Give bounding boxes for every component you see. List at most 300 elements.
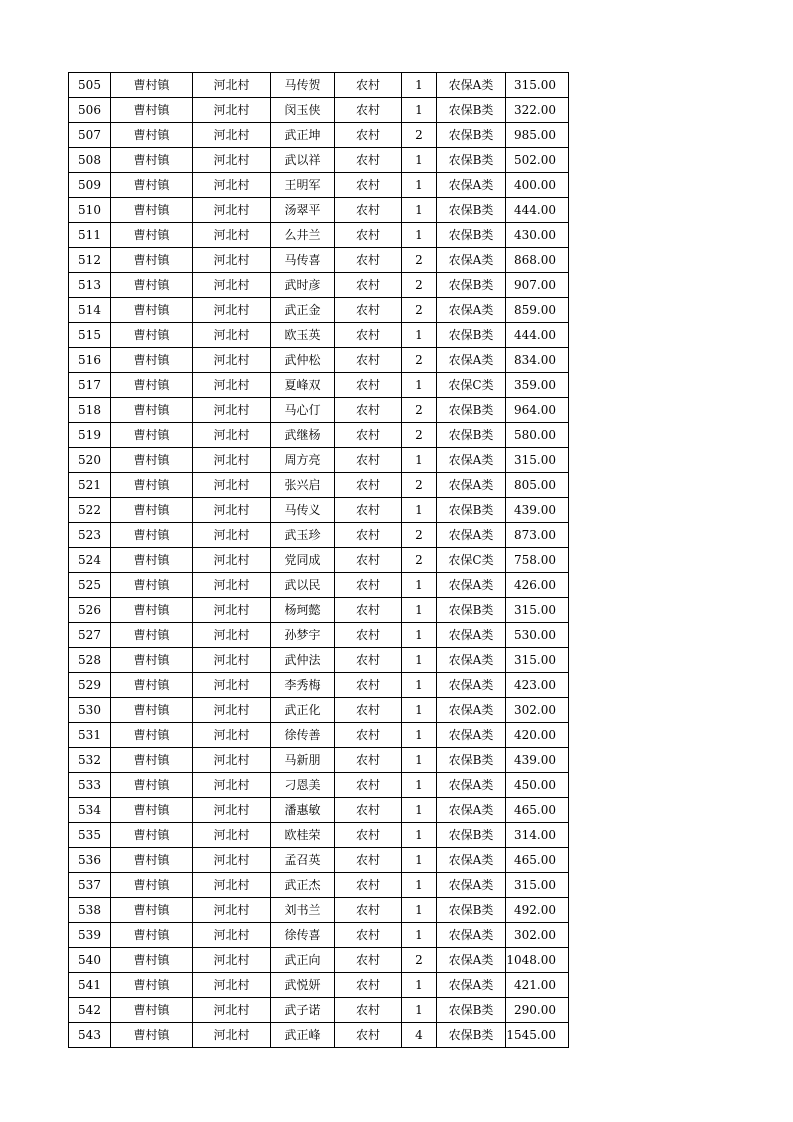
area-type-cell: 农村 [335, 573, 402, 598]
amount-cell: 859.00 [506, 298, 569, 323]
village-cell: 河北村 [193, 923, 271, 948]
village-cell: 河北村 [193, 423, 271, 448]
row-number-cell: 506 [69, 98, 111, 123]
town-cell: 曹村镇 [111, 698, 193, 723]
table-row [69, 823, 569, 848]
household-size-cell: 1 [402, 448, 437, 473]
town-cell: 曹村镇 [111, 348, 193, 373]
table-row [69, 298, 569, 323]
name-cell: 徐传喜 [271, 923, 335, 948]
household-size-cell: 4 [402, 1023, 437, 1048]
row-number-cell: 539 [69, 923, 111, 948]
town-cell: 曹村镇 [111, 248, 193, 273]
household-size-cell: 2 [402, 348, 437, 373]
insurance-category-cell: 农保B类 [437, 598, 506, 623]
insurance-category-cell: 农保B类 [437, 998, 506, 1023]
insurance-category-cell: 农保A类 [437, 848, 506, 873]
household-size-cell: 2 [402, 423, 437, 448]
amount-cell: 964.00 [506, 398, 569, 423]
name-cell: 杨珂懿 [271, 598, 335, 623]
name-cell: 汤翠平 [271, 198, 335, 223]
row-number-cell: 509 [69, 173, 111, 198]
insurance-category-cell: 农保A类 [437, 673, 506, 698]
name-cell: 马心仃 [271, 398, 335, 423]
row-number-cell: 538 [69, 898, 111, 923]
row-number-cell: 524 [69, 548, 111, 573]
name-cell: 夏峰双 [271, 373, 335, 398]
name-cell: 马传喜 [271, 248, 335, 273]
village-cell: 河北村 [193, 673, 271, 698]
table-row [69, 598, 569, 623]
amount-cell: 315.00 [506, 648, 569, 673]
table-row [69, 798, 569, 823]
household-size-cell: 1 [402, 148, 437, 173]
table-row [69, 548, 569, 573]
village-cell: 河北村 [193, 548, 271, 573]
village-cell: 河北村 [193, 623, 271, 648]
table-row [69, 248, 569, 273]
row-number-cell: 507 [69, 123, 111, 148]
table-row [69, 673, 569, 698]
row-number-cell: 519 [69, 423, 111, 448]
amount-cell: 1048.00 [506, 948, 569, 973]
name-cell: 武正化 [271, 698, 335, 723]
row-number-cell: 536 [69, 848, 111, 873]
area-type-cell: 农村 [335, 423, 402, 448]
town-cell: 曹村镇 [111, 873, 193, 898]
table-row [69, 448, 569, 473]
name-cell: 武子诺 [271, 998, 335, 1023]
amount-cell: 439.00 [506, 498, 569, 523]
town-cell: 曹村镇 [111, 623, 193, 648]
amount-cell: 444.00 [506, 198, 569, 223]
insurance-category-cell: 农保A类 [437, 73, 506, 98]
row-number-cell: 530 [69, 698, 111, 723]
area-type-cell: 农村 [335, 948, 402, 973]
amount-cell: 465.00 [506, 798, 569, 823]
amount-cell: 873.00 [506, 523, 569, 548]
row-number-cell: 505 [69, 73, 111, 98]
amount-cell: 450.00 [506, 773, 569, 798]
town-cell: 曹村镇 [111, 823, 193, 848]
insurance-category-cell: 农保C类 [437, 373, 506, 398]
area-type-cell: 农村 [335, 298, 402, 323]
household-size-cell: 2 [402, 248, 437, 273]
name-cell: 潘惠敏 [271, 798, 335, 823]
insurance-category-cell: 农保B类 [437, 398, 506, 423]
area-type-cell: 农村 [335, 823, 402, 848]
area-type-cell: 农村 [335, 148, 402, 173]
household-size-cell: 2 [402, 523, 437, 548]
amount-cell: 1545.00 [506, 1023, 569, 1048]
row-number-cell: 531 [69, 723, 111, 748]
row-number-cell: 510 [69, 198, 111, 223]
name-cell: 党同成 [271, 548, 335, 573]
table-row [69, 498, 569, 523]
row-number-cell: 534 [69, 798, 111, 823]
town-cell: 曹村镇 [111, 798, 193, 823]
name-cell: 武正金 [271, 298, 335, 323]
area-type-cell: 农村 [335, 698, 402, 723]
household-size-cell: 1 [402, 498, 437, 523]
insurance-category-cell: 农保B类 [437, 498, 506, 523]
area-type-cell: 农村 [335, 273, 402, 298]
household-size-cell: 1 [402, 373, 437, 398]
table-row [69, 473, 569, 498]
town-cell: 曹村镇 [111, 473, 193, 498]
insurance-category-cell: 农保A类 [437, 723, 506, 748]
insurance-category-cell: 农保A类 [437, 648, 506, 673]
village-cell: 河北村 [193, 498, 271, 523]
row-number-cell: 521 [69, 473, 111, 498]
town-cell: 曹村镇 [111, 323, 193, 348]
area-type-cell: 农村 [335, 498, 402, 523]
table-row [69, 223, 569, 248]
amount-cell: 805.00 [506, 473, 569, 498]
village-cell: 河北村 [193, 598, 271, 623]
amount-cell: 421.00 [506, 973, 569, 998]
area-type-cell: 农村 [335, 348, 402, 373]
name-cell: 欧桂荣 [271, 823, 335, 848]
area-type-cell: 农村 [335, 723, 402, 748]
name-cell: 武继杨 [271, 423, 335, 448]
amount-cell: 907.00 [506, 273, 569, 298]
area-type-cell: 农村 [335, 873, 402, 898]
name-cell: 王明军 [271, 173, 335, 198]
name-cell: 武时彦 [271, 273, 335, 298]
insurance-category-cell: 农保A类 [437, 698, 506, 723]
row-number-cell: 543 [69, 1023, 111, 1048]
household-size-cell: 1 [402, 73, 437, 98]
household-size-cell: 1 [402, 723, 437, 748]
village-cell: 河北村 [193, 398, 271, 423]
name-cell: 刁恩美 [271, 773, 335, 798]
village-cell: 河北村 [193, 323, 271, 348]
insurance-category-cell: 农保A类 [437, 573, 506, 598]
amount-cell: 985.00 [506, 123, 569, 148]
town-cell: 曹村镇 [111, 223, 193, 248]
area-type-cell: 农村 [335, 323, 402, 348]
household-size-cell: 1 [402, 873, 437, 898]
table-row [69, 848, 569, 873]
table-row [69, 173, 569, 198]
table-row [69, 348, 569, 373]
household-size-cell: 1 [402, 98, 437, 123]
household-size-cell: 1 [402, 223, 437, 248]
amount-cell: 420.00 [506, 723, 569, 748]
row-number-cell: 513 [69, 273, 111, 298]
row-number-cell: 529 [69, 673, 111, 698]
village-cell: 河北村 [193, 198, 271, 223]
name-cell: 刘书兰 [271, 898, 335, 923]
household-size-cell: 2 [402, 948, 437, 973]
table-row [69, 1023, 569, 1048]
table-row [69, 523, 569, 548]
insurance-category-cell: 农保B类 [437, 1023, 506, 1048]
town-cell: 曹村镇 [111, 923, 193, 948]
area-type-cell: 农村 [335, 773, 402, 798]
row-number-cell: 514 [69, 298, 111, 323]
area-type-cell: 农村 [335, 748, 402, 773]
town-cell: 曹村镇 [111, 673, 193, 698]
village-cell: 河北村 [193, 1023, 271, 1048]
household-size-cell: 2 [402, 273, 437, 298]
table-row [69, 98, 569, 123]
row-number-cell: 520 [69, 448, 111, 473]
household-size-cell: 1 [402, 823, 437, 848]
amount-cell: 444.00 [506, 323, 569, 348]
table-row [69, 973, 569, 998]
area-type-cell: 农村 [335, 98, 402, 123]
insurance-category-cell: 农保A类 [437, 773, 506, 798]
amount-cell: 314.00 [506, 823, 569, 848]
amount-cell: 834.00 [506, 348, 569, 373]
area-type-cell: 农村 [335, 973, 402, 998]
area-type-cell: 农村 [335, 623, 402, 648]
village-cell: 河北村 [193, 973, 271, 998]
row-number-cell: 512 [69, 248, 111, 273]
village-cell: 河北村 [193, 748, 271, 773]
table-row [69, 373, 569, 398]
amount-cell: 426.00 [506, 573, 569, 598]
area-type-cell: 农村 [335, 848, 402, 873]
area-type-cell: 农村 [335, 998, 402, 1023]
area-type-cell: 农村 [335, 923, 402, 948]
household-size-cell: 1 [402, 898, 437, 923]
table-row [69, 723, 569, 748]
row-number-cell: 535 [69, 823, 111, 848]
table-row [69, 148, 569, 173]
household-size-cell: 1 [402, 748, 437, 773]
village-cell: 河北村 [193, 223, 271, 248]
name-cell: 武仲松 [271, 348, 335, 373]
area-type-cell: 农村 [335, 473, 402, 498]
household-size-cell: 1 [402, 198, 437, 223]
amount-cell: 492.00 [506, 898, 569, 923]
insurance-category-cell: 农保A类 [437, 873, 506, 898]
household-size-cell: 1 [402, 573, 437, 598]
row-number-cell: 532 [69, 748, 111, 773]
village-cell: 河北村 [193, 523, 271, 548]
area-type-cell: 农村 [335, 398, 402, 423]
name-cell: 周方亮 [271, 448, 335, 473]
household-size-cell: 1 [402, 923, 437, 948]
insurance-category-cell: 农保B类 [437, 423, 506, 448]
household-size-cell: 1 [402, 773, 437, 798]
amount-cell: 315.00 [506, 598, 569, 623]
amount-cell: 868.00 [506, 248, 569, 273]
village-cell: 河北村 [193, 648, 271, 673]
household-size-cell: 2 [402, 298, 437, 323]
amount-cell: 430.00 [506, 223, 569, 248]
table-row [69, 123, 569, 148]
row-number-cell: 518 [69, 398, 111, 423]
table-row [69, 423, 569, 448]
household-size-cell: 1 [402, 973, 437, 998]
name-cell: 孟召英 [271, 848, 335, 873]
name-cell: 武玉珍 [271, 523, 335, 548]
village-cell: 河北村 [193, 948, 271, 973]
village-cell: 河北村 [193, 273, 271, 298]
insurance-category-cell: 农保A类 [437, 473, 506, 498]
amount-cell: 439.00 [506, 748, 569, 773]
village-cell: 河北村 [193, 723, 271, 748]
village-cell: 河北村 [193, 248, 271, 273]
roster-table [68, 72, 569, 1048]
area-type-cell: 农村 [335, 373, 402, 398]
insurance-category-cell: 农保B类 [437, 198, 506, 223]
area-type-cell: 农村 [335, 73, 402, 98]
insurance-category-cell: 农保A类 [437, 298, 506, 323]
insurance-category-cell: 农保B类 [437, 748, 506, 773]
town-cell: 曹村镇 [111, 773, 193, 798]
name-cell: 马传贺 [271, 73, 335, 98]
town-cell: 曹村镇 [111, 198, 193, 223]
town-cell: 曹村镇 [111, 98, 193, 123]
area-type-cell: 农村 [335, 598, 402, 623]
household-size-cell: 1 [402, 998, 437, 1023]
row-number-cell: 528 [69, 648, 111, 673]
table-row [69, 573, 569, 598]
town-cell: 曹村镇 [111, 373, 193, 398]
insurance-category-cell: 农保A类 [437, 448, 506, 473]
row-number-cell: 526 [69, 598, 111, 623]
village-cell: 河北村 [193, 73, 271, 98]
table-row [69, 698, 569, 723]
insurance-category-cell: 农保A类 [437, 523, 506, 548]
name-cell: 李秀梅 [271, 673, 335, 698]
village-cell: 河北村 [193, 873, 271, 898]
town-cell: 曹村镇 [111, 723, 193, 748]
household-size-cell: 1 [402, 173, 437, 198]
household-size-cell: 2 [402, 548, 437, 573]
town-cell: 曹村镇 [111, 498, 193, 523]
row-number-cell: 508 [69, 148, 111, 173]
row-number-cell: 517 [69, 373, 111, 398]
insurance-category-cell: 农保B类 [437, 323, 506, 348]
name-cell: 武正峰 [271, 1023, 335, 1048]
amount-cell: 322.00 [506, 98, 569, 123]
village-cell: 河北村 [193, 898, 271, 923]
town-cell: 曹村镇 [111, 423, 193, 448]
amount-cell: 530.00 [506, 623, 569, 648]
name-cell: 马传义 [271, 498, 335, 523]
table-row [69, 273, 569, 298]
amount-cell: 423.00 [506, 673, 569, 698]
amount-cell: 302.00 [506, 923, 569, 948]
town-cell: 曹村镇 [111, 898, 193, 923]
insurance-category-cell: 农保A类 [437, 973, 506, 998]
town-cell: 曹村镇 [111, 73, 193, 98]
table-row [69, 748, 569, 773]
household-size-cell: 1 [402, 598, 437, 623]
town-cell: 曹村镇 [111, 848, 193, 873]
amount-cell: 315.00 [506, 73, 569, 98]
village-cell: 河北村 [193, 698, 271, 723]
amount-cell: 580.00 [506, 423, 569, 448]
village-cell: 河北村 [193, 348, 271, 373]
village-cell: 河北村 [193, 473, 271, 498]
name-cell: 张兴启 [271, 473, 335, 498]
area-type-cell: 农村 [335, 173, 402, 198]
town-cell: 曹村镇 [111, 998, 193, 1023]
town-cell: 曹村镇 [111, 948, 193, 973]
village-cell: 河北村 [193, 98, 271, 123]
insurance-category-cell: 农保A类 [437, 798, 506, 823]
amount-cell: 315.00 [506, 448, 569, 473]
row-number-cell: 542 [69, 998, 111, 1023]
household-size-cell: 1 [402, 848, 437, 873]
area-type-cell: 农村 [335, 673, 402, 698]
row-number-cell: 516 [69, 348, 111, 373]
insurance-category-cell: 农保A类 [437, 173, 506, 198]
name-cell: 徐传善 [271, 723, 335, 748]
household-size-cell: 1 [402, 673, 437, 698]
village-cell: 河北村 [193, 773, 271, 798]
town-cell: 曹村镇 [111, 173, 193, 198]
village-cell: 河北村 [193, 373, 271, 398]
table-row [69, 323, 569, 348]
name-cell: 武以祥 [271, 148, 335, 173]
name-cell: 闵玉侠 [271, 98, 335, 123]
area-type-cell: 农村 [335, 448, 402, 473]
household-size-cell: 1 [402, 323, 437, 348]
town-cell: 曹村镇 [111, 748, 193, 773]
area-type-cell: 农村 [335, 248, 402, 273]
insurance-category-cell: 农保B类 [437, 823, 506, 848]
insurance-category-cell: 农保A类 [437, 948, 506, 973]
amount-cell: 359.00 [506, 373, 569, 398]
village-cell: 河北村 [193, 298, 271, 323]
table-row [69, 73, 569, 98]
household-size-cell: 1 [402, 798, 437, 823]
name-cell: 欧玉英 [271, 323, 335, 348]
area-type-cell: 农村 [335, 898, 402, 923]
village-cell: 河北村 [193, 998, 271, 1023]
amount-cell: 302.00 [506, 698, 569, 723]
area-type-cell: 农村 [335, 548, 402, 573]
row-number-cell: 537 [69, 873, 111, 898]
row-number-cell: 540 [69, 948, 111, 973]
amount-cell: 465.00 [506, 848, 569, 873]
town-cell: 曹村镇 [111, 298, 193, 323]
amount-cell: 290.00 [506, 998, 569, 1023]
village-cell: 河北村 [193, 573, 271, 598]
village-cell: 河北村 [193, 123, 271, 148]
town-cell: 曹村镇 [111, 573, 193, 598]
village-cell: 河北村 [193, 798, 271, 823]
name-cell: 武悦妍 [271, 973, 335, 998]
row-number-cell: 527 [69, 623, 111, 648]
insurance-category-cell: 农保B类 [437, 898, 506, 923]
name-cell: 武正坤 [271, 123, 335, 148]
row-number-cell: 541 [69, 973, 111, 998]
insurance-category-cell: 农保A类 [437, 923, 506, 948]
area-type-cell: 农村 [335, 1023, 402, 1048]
town-cell: 曹村镇 [111, 448, 193, 473]
village-cell: 河北村 [193, 848, 271, 873]
insurance-category-cell: 农保A类 [437, 623, 506, 648]
roster-body [69, 73, 569, 1048]
amount-cell: 315.00 [506, 873, 569, 898]
row-number-cell: 515 [69, 323, 111, 348]
name-cell: 孙梦宇 [271, 623, 335, 648]
row-number-cell: 523 [69, 523, 111, 548]
table-row [69, 948, 569, 973]
insurance-category-cell: 农保A类 [437, 248, 506, 273]
table-row [69, 648, 569, 673]
town-cell: 曹村镇 [111, 548, 193, 573]
